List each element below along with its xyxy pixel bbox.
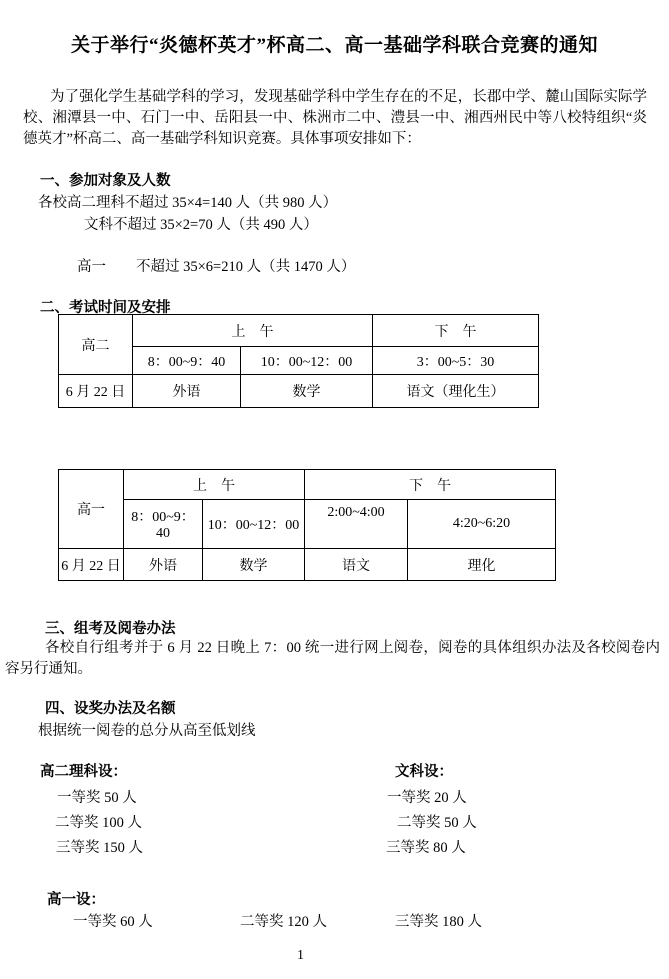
awards-grade1-header: 高一设： bbox=[47, 892, 105, 908]
grade1-time4-cell: 4:20~6:20 bbox=[408, 500, 556, 549]
grade2-group-cell: 高二 bbox=[59, 315, 133, 375]
grade2-afternoon-header-cell: 下 午 bbox=[373, 315, 539, 347]
section1-line-grade1-quota bbox=[77, 255, 355, 276]
grade1-subject1-cell: 外语 bbox=[124, 549, 203, 581]
awards-science-second-prize: 二等奖 100 人 bbox=[55, 815, 142, 831]
section4-rule-line: 根据统一阅卷的总分从高至低划线 bbox=[38, 723, 256, 739]
grade2-subject3-cell: 语文（理化生） bbox=[373, 375, 539, 408]
grade1-morning-header-cell: 上 午 bbox=[124, 470, 305, 500]
grade1-subject3-cell: 语文 bbox=[305, 549, 408, 581]
grade2-date-cell: 6 月 22 日 bbox=[59, 375, 133, 408]
exam-schedule-table-grade2 bbox=[58, 314, 539, 408]
awards-liberal-first-prize: 一等奖 20 人 bbox=[387, 790, 467, 806]
grade1-subject4-cell: 理化 bbox=[408, 549, 556, 581]
awards-science-first-prize: 一等奖 50 人 bbox=[57, 790, 137, 806]
grade1-group-cell: 高一 bbox=[59, 470, 124, 549]
section2-heading: 二、考试时间及安排 bbox=[40, 300, 171, 316]
awards-grade1-third-prize: 三等奖 180 人 bbox=[395, 914, 482, 930]
grade1-label: 高一 bbox=[77, 259, 106, 275]
grade1-time1-cell: 8：00~9：40 bbox=[124, 500, 203, 549]
awards-grade1-first-prize: 一等奖 60 人 bbox=[73, 914, 153, 930]
grade2-subject1-cell: 外语 bbox=[133, 375, 241, 408]
grade2-subject2-cell: 数学 bbox=[241, 375, 373, 408]
section1-heading: 一、参加对象及人数 bbox=[40, 173, 171, 189]
grade2-time3-cell: 3：00~5：30 bbox=[373, 347, 539, 375]
grade1-quota-text: 不超过 35×6=210 人（共 1470 人） bbox=[136, 259, 356, 275]
grade1-time3-cell: 2:00~4:00 bbox=[305, 500, 408, 549]
section1-line-science-quota: 各校高二理科不超过 35×4=140 人（共 980 人） bbox=[38, 195, 338, 211]
section3-paragraph: 各校自行组考并于 6 月 22 日晚上 7：00 统一进行网上阅卷，阅卷的具体组织办法及各校阅卷内容另行通知。 bbox=[5, 640, 660, 677]
awards-science-header: 高二理科设： bbox=[40, 764, 127, 780]
awards-liberal-second-prize: 二等奖 50 人 bbox=[397, 815, 477, 831]
grade2-time1-cell: 8：00~9：40 bbox=[133, 347, 241, 375]
awards-science-third-prize: 三等奖 150 人 bbox=[56, 840, 143, 856]
page-number: 1 bbox=[297, 948, 304, 963]
section1-line-liberal-quota: 文科不超过 35×2=70 人（共 490 人） bbox=[84, 217, 318, 233]
grade1-afternoon-header-cell: 下 午 bbox=[305, 470, 556, 500]
document-title: 关于举行“炎德杯英才”杯高二、高一基础学科联合竞赛的通知 bbox=[70, 35, 598, 56]
grade2-time2-cell: 10：00~12：00 bbox=[241, 347, 373, 375]
grade1-date-cell: 6 月 22 日 bbox=[59, 549, 124, 581]
awards-grade1-second-prize: 二等奖 120 人 bbox=[240, 914, 327, 930]
grade1-subject2-cell: 数学 bbox=[203, 549, 305, 581]
section3-heading: 三、组考及阅卷办法 bbox=[45, 621, 176, 637]
awards-liberal-third-prize: 三等奖 80 人 bbox=[386, 840, 466, 856]
grade2-morning-header-cell: 上 午 bbox=[133, 315, 373, 347]
intro-paragraph: 为了强化学生基础学科的学习，发现基础学科中学生存在的不足，长郡中学、麓山国际实际学校、湘潭县一中、石门一中、岳阳县一中、株洲市二中、澧县一中、湘西州民中等八校特组织“炎德英才”杯高二、高一基础学科知识竞赛。具体事项安排如下： bbox=[23, 89, 647, 147]
grade1-time2-cell: 10：00~12：00 bbox=[203, 500, 305, 549]
awards-liberal-header: 文科设： bbox=[395, 764, 453, 780]
exam-schedule-table-grade1 bbox=[58, 469, 556, 581]
section4-heading: 四、设奖办法及名额 bbox=[45, 701, 176, 717]
